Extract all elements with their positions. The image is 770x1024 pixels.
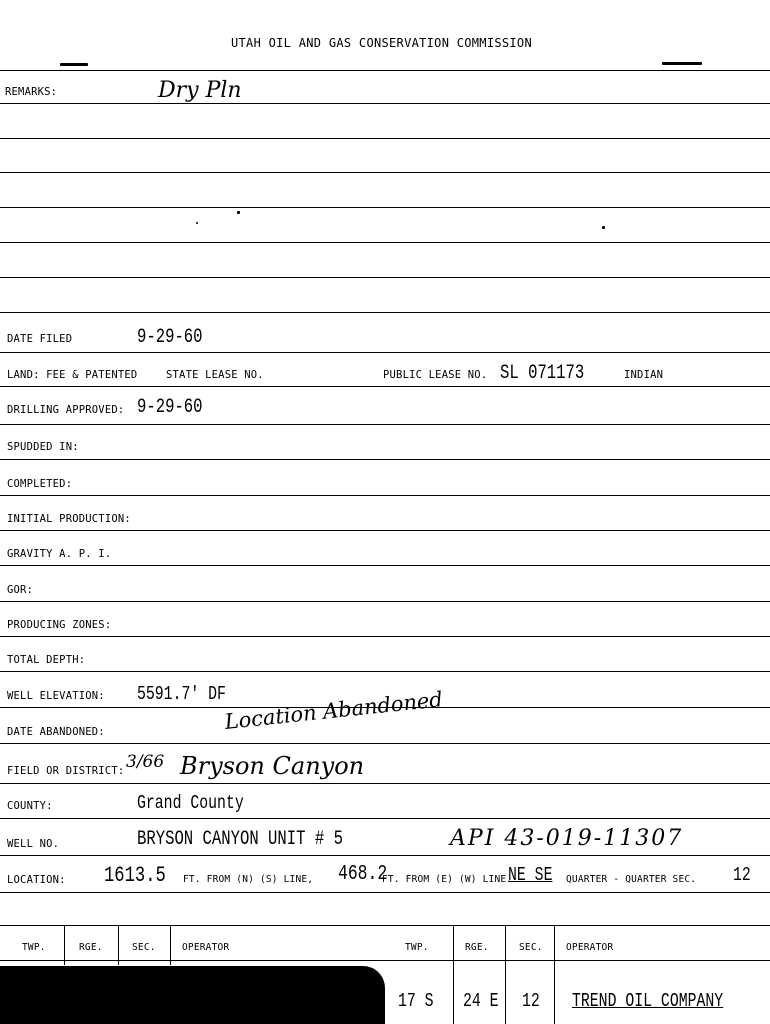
table-header-rge-left: RGE. (79, 942, 103, 953)
remarks-value: Dry Pln (158, 78, 242, 103)
remarks-line-2 (0, 138, 770, 139)
well-no-line (0, 855, 770, 856)
table-header-sec-right: SEC. (519, 942, 543, 953)
date-filed-label: DATE FILED (7, 333, 73, 345)
table-header-operator-right: OPERATOR (566, 942, 614, 953)
field-district-line (0, 783, 770, 784)
scan-speck (60, 63, 88, 66)
completed-line (0, 495, 770, 496)
scan-speck (237, 211, 240, 214)
location-quarter-label: QUARTER - QUARTER SEC. (566, 874, 697, 885)
total-depth-label: TOTAL DEPTH: (7, 654, 86, 666)
county-label: COUNTY: (7, 800, 53, 812)
remarks-line-4 (0, 207, 770, 208)
drilling-approved-value: 9-29-60 (137, 396, 203, 419)
scan-speck (662, 62, 702, 65)
location-sec: 12 (733, 864, 751, 886)
date-abandoned-value: Location Abandoned (223, 687, 444, 734)
field-district-date: 3/66 (126, 752, 165, 772)
producing-zones-label: PRODUCING ZONES: (7, 619, 112, 631)
field-district-value: Bryson Canyon (180, 752, 365, 780)
date-filed-value: 9-29-60 (137, 326, 203, 349)
initial-production-line (0, 530, 770, 531)
page-title: UTAH OIL AND GAS CONSERVATION COMMISSION (231, 36, 532, 50)
location-quarter: NE SE (508, 864, 553, 886)
location-ft2: 468.2 (338, 863, 388, 886)
date-abandoned-label: DATE ABANDONED: (7, 726, 105, 738)
producing-zones-line (0, 636, 770, 637)
location-label: LOCATION: (7, 874, 66, 886)
drilling-approved-label: DRILLING APPROVED: (7, 404, 125, 416)
remarks-line-6 (0, 277, 770, 278)
row-twp: 17 S (398, 990, 434, 1012)
row-sec: 12 (522, 990, 540, 1012)
table-header-rule (0, 960, 770, 961)
well-no-label: WELL NO. (7, 838, 60, 850)
remarks-line-7 (0, 312, 770, 313)
row-rge: 24 E (463, 990, 499, 1012)
land-label: LAND: FEE & PATENTED (7, 369, 138, 381)
county-line (0, 818, 770, 819)
row-operator: TREND OIL COMPANY (572, 990, 724, 1012)
public-lease-value: SL 071173 (500, 362, 585, 385)
initial-production-label: INITIAL PRODUCTION: (7, 513, 131, 525)
table-col-divider (554, 925, 555, 1024)
location-ft1: 1613.5 (104, 863, 166, 888)
header-rule (0, 70, 770, 71)
table-header-twp-left: TWP. (22, 942, 46, 953)
spudded-in-line (0, 459, 770, 460)
api-number: API 43-019-11307 (450, 826, 684, 851)
spudded-in-label: SPUDDED IN: (7, 441, 79, 453)
table-col-divider (170, 925, 171, 965)
scan-shadow (0, 966, 385, 1024)
gor-line (0, 601, 770, 602)
county-value: Grand County (137, 792, 244, 814)
field-district-label: FIELD OR DISTRICT: (7, 765, 125, 777)
scan-speck (196, 222, 198, 224)
remarks-line-3 (0, 172, 770, 173)
table-top-rule (0, 925, 770, 926)
table-col-divider (453, 925, 454, 1024)
indian-label: INDIAN (624, 369, 664, 381)
table-header-twp-right: TWP. (405, 942, 429, 953)
remarks-label: REMARKS: (5, 86, 58, 98)
gravity-label: GRAVITY A. P. I. (7, 548, 112, 560)
table-col-divider (64, 925, 65, 965)
land-line (0, 386, 770, 387)
well-elevation-value: 5591.7' DF (137, 683, 226, 705)
gor-label: GOR: (7, 584, 34, 596)
table-col-divider (118, 925, 119, 965)
remarks-line-5 (0, 242, 770, 243)
state-lease-label: STATE LEASE NO. (166, 369, 264, 381)
scan-speck (602, 226, 605, 229)
table-col-divider (505, 925, 506, 1024)
table-header-sec-left: SEC. (132, 942, 156, 953)
location-line (0, 892, 770, 893)
completed-label: COMPLETED: (7, 478, 73, 490)
table-header-rge-right: RGE. (465, 942, 489, 953)
public-lease-label: PUBLIC LEASE NO. (383, 369, 488, 381)
remarks-line-1 (0, 103, 770, 104)
well-no-value: BRYSON CANYON UNIT # 5 (137, 828, 343, 851)
gravity-line (0, 565, 770, 566)
total-depth-line (0, 671, 770, 672)
location-from1: FT. FROM (N) (S) LINE, (183, 874, 314, 885)
table-header-operator-left: OPERATOR (182, 942, 230, 953)
location-from2: FT. FROM (E) (W) LINE. (382, 874, 513, 885)
drilling-approved-line (0, 424, 770, 425)
date-filed-line (0, 352, 770, 353)
well-elevation-label: WELL ELEVATION: (7, 690, 105, 702)
date-abandoned-line (0, 743, 770, 744)
